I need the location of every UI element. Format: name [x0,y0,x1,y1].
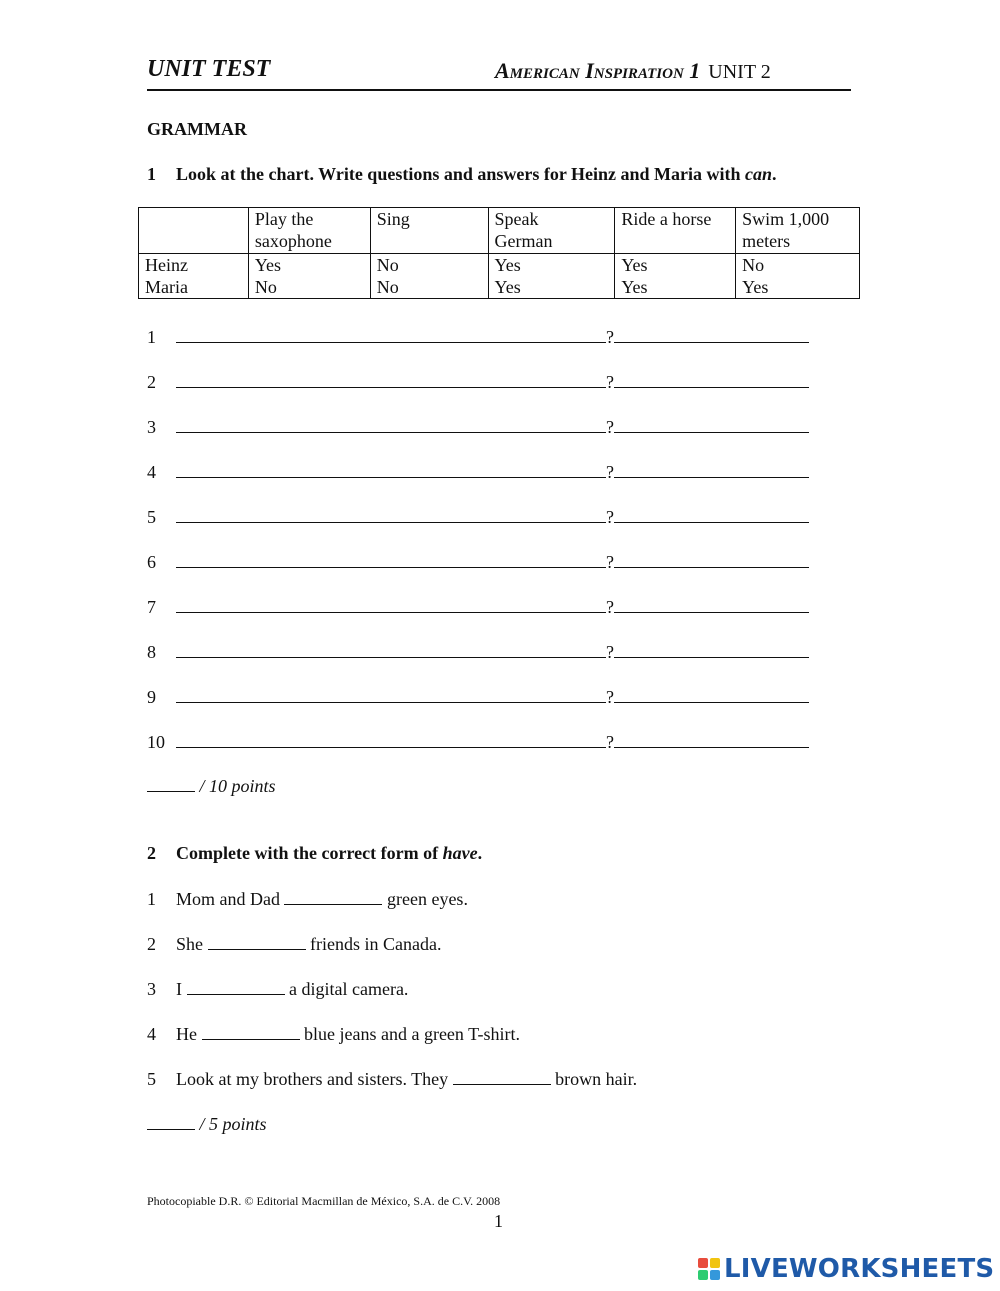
answer-blank[interactable] [614,461,809,478]
chart-body-row [139,253,860,299]
sentence-item: 2 She friends in Canada. [147,934,442,954]
answer-blank[interactable] [614,641,809,658]
instruction-end: . [772,164,777,184]
answer-line: 1 ? [147,326,809,348]
question-blank[interactable] [176,371,606,388]
book-title [495,58,771,84]
chart-cell: Heinz Maria [139,253,249,299]
instruction-end: . [477,843,483,863]
fill-blank[interactable] [202,1023,300,1040]
answer-line: 2 ? [147,371,809,393]
instruction-text: Look at the chart. Write questions and answers for Heinz and Maria with [176,164,746,184]
instruction-emphasis: can [745,164,773,184]
question-blank[interactable] [176,326,606,343]
answer-line: 7 ? [147,596,809,618]
exercise-1-points: / 10 points [147,775,276,797]
fill-blank[interactable] [453,1068,551,1085]
chart-header-row [139,208,860,254]
answer-blank[interactable] [614,596,809,613]
chart-header-cell: Play the saxophone [248,208,370,254]
fill-blank[interactable] [187,978,285,995]
sentence-item: 4 He blue jeans and a green T-shirt. [147,1024,520,1044]
chart-cell: Yes Yes [488,253,615,299]
answer-blank[interactable] [614,326,809,343]
fill-blank[interactable] [208,933,306,950]
answer-blank[interactable] [614,731,809,748]
question-blank[interactable] [176,416,606,433]
page-number: 1 [494,1211,503,1231]
test-title: UNIT TEST [147,56,271,82]
question-blank[interactable] [176,506,606,523]
answer-blank[interactable] [614,371,809,388]
exercise-2-points: / 5 points [147,1113,267,1135]
answer-line: 6 ? [147,551,809,573]
score-blank[interactable] [147,775,195,792]
exercise-1-number: 1 [147,164,156,184]
answer-line: 5 ? [147,506,809,528]
answer-line: 9 ? [147,686,809,708]
question-blank[interactable] [176,731,606,748]
sentence-item: 3 I a digital camera. [147,979,409,999]
chart-cell: No No [370,253,488,299]
brand-name: LIVEWORKSHEETS [724,1254,995,1284]
answer-blank[interactable] [614,686,809,703]
question-blank[interactable] [176,596,606,613]
copyright-footer: Photocopiable D.R. © Editorial Macmillan de México, S.A. de C.V. 2008 [147,1194,501,1208]
question-blank[interactable] [176,551,606,568]
question-blank[interactable] [176,641,606,658]
liveworksheets-logo[interactable] [698,1254,994,1284]
instruction-text: Complete with the correct form of [176,843,443,863]
exercise-2-instruction [147,843,482,864]
sentence-item: 1 Mom and Dad green eyes. [147,889,468,909]
question-blank[interactable] [176,461,606,478]
header-divider [147,89,851,91]
answer-line: 3 ? [147,416,809,438]
answer-blank[interactable] [614,551,809,568]
chart-cell: Yes No [248,253,370,299]
sentence-item: 5 Look at my brothers and sisters. They brown hair. [147,1069,638,1089]
book-name: American Inspiration 1 [495,58,701,83]
logo-blocks-icon [698,1258,720,1280]
chart-cell: Yes Yes [615,253,736,299]
chart-header-cell: Ride a horse [615,208,736,254]
chart-header-cell [139,208,249,254]
ability-chart [138,207,860,299]
fill-blank[interactable] [284,888,382,905]
exercise-1-instruction [147,164,777,185]
answer-line: 10 ? [147,731,809,753]
chart-header-cell: Speak German [488,208,615,254]
unit-label: UNIT 2 [708,61,771,83]
answer-line: 4 ? [147,461,809,483]
answer-blank[interactable] [614,506,809,523]
chart-header-cell: Swim 1,000 meters [736,208,860,254]
score-blank[interactable] [147,1113,195,1130]
section-title: GRAMMAR [147,119,247,139]
chart-cell: No Yes [736,253,860,299]
instruction-emphasis: have [442,843,478,863]
chart-header-cell: Sing [370,208,488,254]
answer-line: 8 ? [147,641,809,663]
question-blank[interactable] [176,686,606,703]
answer-blank[interactable] [614,416,809,433]
exercise-2-number: 2 [147,843,156,863]
